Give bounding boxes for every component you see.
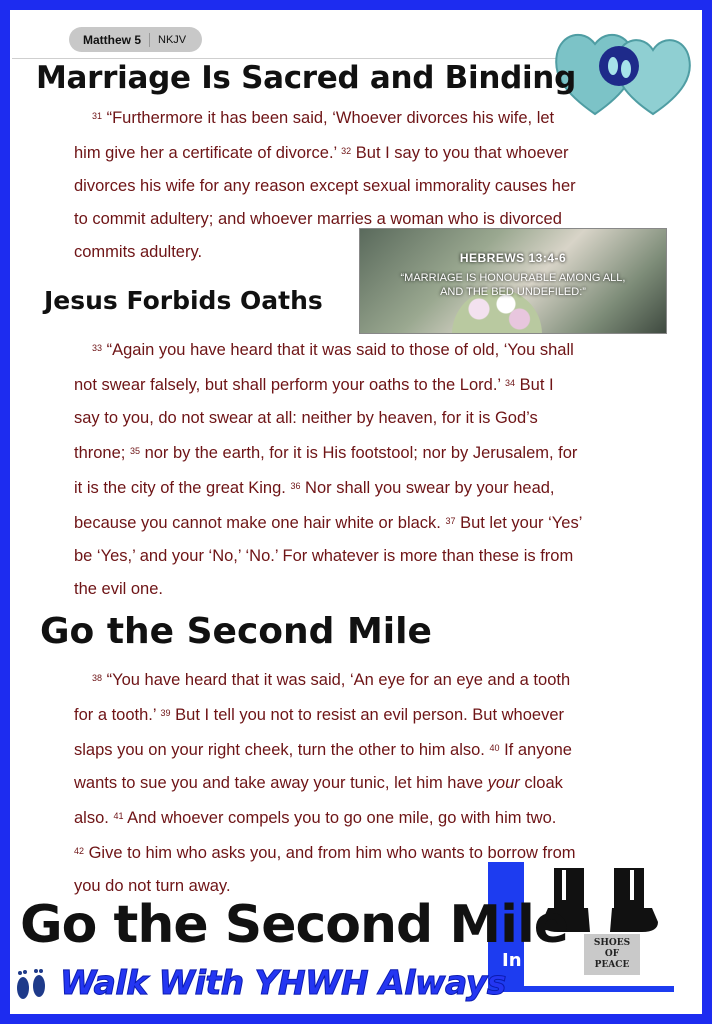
image-quote: “MARRIAGE IS HONOURABLE AMONG ALL, AND THE BED UNDEFILED:”	[400, 272, 626, 298]
verse-number: 38	[92, 673, 103, 683]
verse-line: be ‘Yes,’ and your ‘No,’ ‘No.’ For whatever is more than these is from	[74, 547, 574, 565]
footer-subtitle: Walk With YHWH Always	[60, 963, 506, 1002]
section-heading-oaths: Jesus Forbids Oaths	[44, 286, 323, 315]
verse-number: 37	[445, 516, 456, 526]
hebrews-wedding-image	[359, 228, 667, 334]
verse-number: 34	[505, 378, 516, 388]
verse-line: the evil one.	[74, 580, 163, 598]
verse-number: 31	[92, 111, 103, 121]
verse-line: $^{33}$ “Again you have heard that it was said to those of old, ‘You shall	[92, 341, 574, 359]
verse-line: divorces his wife for any reason except sexual immorality causes her	[74, 177, 576, 195]
verse-line: you do not turn away.	[74, 877, 231, 895]
section-heading-second-mile: Go the Second Mile	[40, 611, 432, 652]
verse-line: wants to sue you and take away your tunic, let him have your cloak	[74, 774, 563, 792]
footer-title: Go the Second Mile	[20, 895, 569, 955]
verse-line: commits adultery.	[74, 243, 203, 261]
verse-number: 32	[341, 146, 352, 156]
verse-line: also. $^{41}$ And whoever compels you to go one mile, go with him two.	[74, 809, 557, 827]
verse-number: 33	[92, 343, 103, 353]
verse-number: 42	[74, 846, 85, 856]
badge-prefix: In	[502, 950, 522, 971]
verse-line: slaps you on your right cheek, turn the other to him also. $^{40}$ If anyone	[74, 741, 572, 759]
shoes-of-peace-label: SHOES OF PEACE	[584, 934, 640, 975]
verse-number: 35	[129, 446, 140, 456]
section-heading-marriage: Marriage Is Sacred and Binding	[36, 60, 576, 96]
verse-number: 39	[160, 708, 171, 718]
reader-toolbar	[12, 22, 568, 59]
image-reference: HEBREWS 13:4-6	[459, 251, 567, 265]
version-label[interactable]: NKJV	[158, 33, 187, 46]
verse-line: say to you, do not swear at all: neither by heaven, for it is God’s	[74, 409, 538, 427]
verse-line: $^{42}$ Give to him who asks you, and from him who wants to borrow from	[74, 844, 576, 862]
verse-line: for a tooth.’ $^{39}$ But I tell you not to resist an evil person. But whoever	[74, 706, 565, 724]
verse-line: $^{38}$ “You have heard that it was said, ‘An eye for an eye and a tooth	[92, 671, 571, 689]
verse-line: it is the city of the great King. $^{36}$ Nor shall you swear by your head,	[74, 479, 555, 497]
verse-line: $^{31}$ “Furthermore it has been said, ‘Whoever divorces his wife, let	[92, 109, 555, 127]
book-chapter-label: Matthew 5	[69, 33, 150, 47]
verse-line: because you cannot make one hair white or black. $^{37}$ But let your ‘Yes’	[74, 514, 583, 532]
footprints-icon	[10, 964, 52, 1006]
verse-number: 36	[290, 481, 301, 491]
passage-oaths	[74, 332, 582, 606]
verse-number: 40	[489, 743, 500, 753]
verse-line: to commit adultery; and whoever marries a woman who is divorced	[74, 210, 562, 228]
verse-number: 41	[113, 811, 124, 821]
verse-line: him give her a certificate of divorce.’ $^{32}$ But I say to you that whoever	[74, 144, 569, 162]
chapter-selector[interactable]	[69, 27, 202, 52]
verse-line: throne; $^{35}$ nor by the earth, for it is His footstool; nor by Jerusalem, for	[74, 444, 578, 462]
verse-line: not swear falsely, but shall perform your oaths to the Lord.’ $^{34}$ But I	[74, 376, 554, 394]
